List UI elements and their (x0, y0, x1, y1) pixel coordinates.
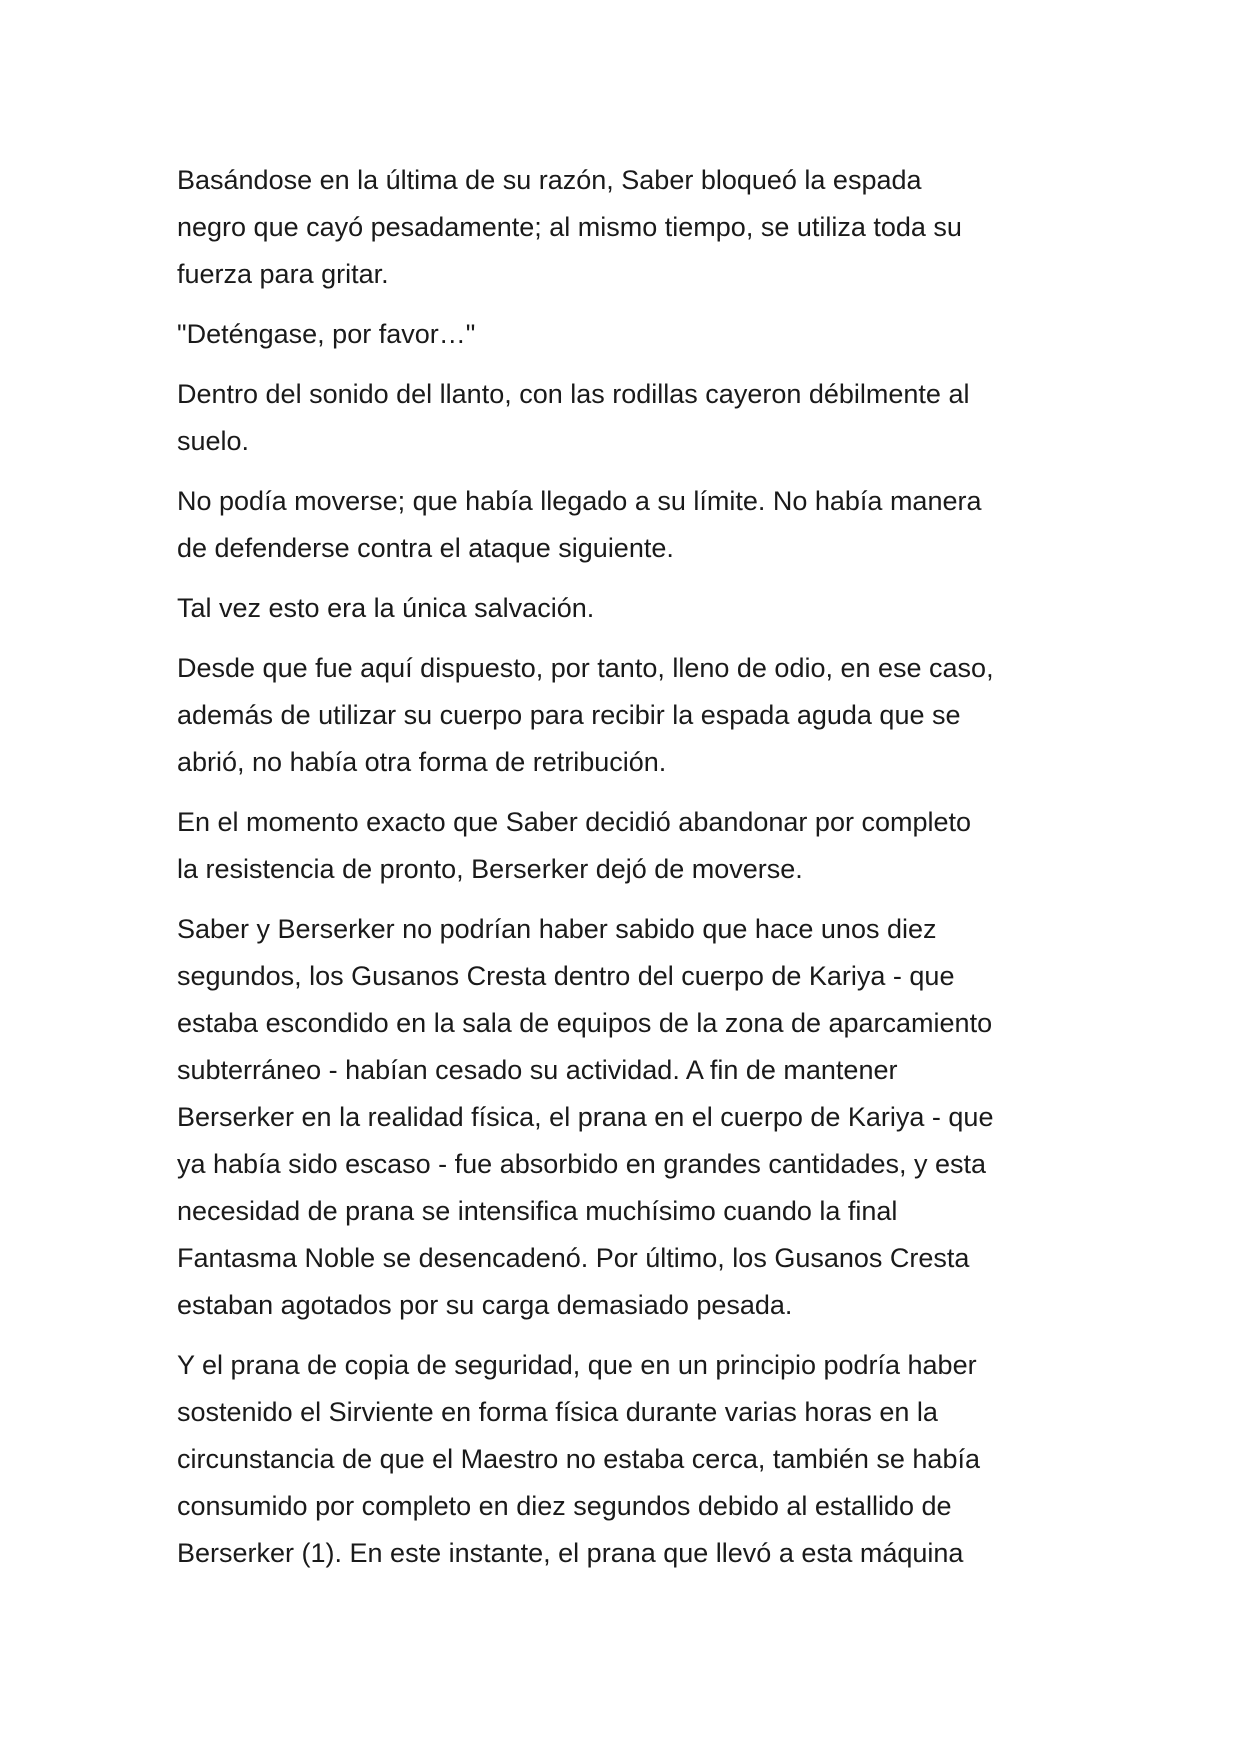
text-line: Berserker (1). En este instante, el prana que llevó a esta máquina (177, 1538, 964, 1568)
text-line: estaban agotados por su carga demasiado pesada. (177, 1290, 793, 1320)
text-line: ya había sido escaso - fue absorbido en grandes cantidades, y esta (177, 1149, 987, 1179)
paragraph (177, 906, 1077, 1329)
paragraph (177, 645, 1077, 786)
text-line: "Deténgase, por favor…" (177, 319, 476, 349)
text-line: Saber y Berserker no podrían haber sabido que hace unos diez (177, 914, 937, 944)
text-line: además de utilizar su cuerpo para recibir la espada aguda que se (177, 700, 961, 730)
text-line: No podía moverse; que había llegado a su límite. No había manera (177, 486, 982, 516)
paragraph (177, 311, 1077, 358)
paragraph (177, 478, 1077, 572)
text-line: la resistencia de pronto, Berserker dejó de moverse. (177, 854, 803, 884)
paragraph (177, 1342, 1077, 1577)
paragraph (177, 585, 1077, 632)
text-line: segundos, los Gusanos Cresta dentro del cuerpo de Kariya - que (177, 961, 955, 991)
text-line: Fantasma Noble se desencadenó. Por último, los Gusanos Cresta (177, 1243, 970, 1273)
text-line: Berserker en la realidad física, el prana en el cuerpo de Kariya - que (177, 1102, 994, 1132)
text-line: necesidad de prana se intensifica muchísimo cuando la final (177, 1196, 898, 1226)
text-line: Tal vez esto era la única salvación. (177, 593, 595, 623)
text-line: negro que cayó pesadamente; al mismo tiempo, se utiliza toda su (177, 212, 962, 242)
text-line: Dentro del sonido del llanto, con las rodillas cayeron débilmente al (177, 379, 970, 409)
paragraph (177, 371, 1077, 465)
text-line: En el momento exacto que Saber decidió abandonar por completo (177, 807, 972, 837)
text-line: estaba escondido en la sala de equipos de la zona de aparcamiento (177, 1008, 993, 1038)
paragraph (177, 157, 1077, 298)
text-line: abrió, no había otra forma de retribución. (177, 747, 667, 777)
text-line: circunstancia de que el Maestro no estaba cerca, también se había (177, 1444, 980, 1474)
text-line: Y el prana de copia de seguridad, que en un principio podría haber (177, 1350, 977, 1380)
paragraph (177, 799, 1077, 893)
text-line: sostenido el Sirviente en forma física durante varias horas en la (177, 1397, 938, 1427)
text-line: Desde que fue aquí dispuesto, por tanto, lleno de odio, en ese caso, (177, 653, 994, 683)
document-body (177, 157, 1077, 1590)
text-line: suelo. (177, 426, 250, 456)
text-line: fuerza para gritar. (177, 259, 389, 289)
text-line: Basándose en la última de su razón, Saber bloqueó la espada (177, 165, 922, 195)
text-line: consumido por completo en diez segundos debido al estallido de (177, 1491, 952, 1521)
text-line: subterráneo - habían cesado su actividad. A fin de mantener (177, 1055, 898, 1085)
text-line: de defenderse contra el ataque siguiente. (177, 533, 674, 563)
